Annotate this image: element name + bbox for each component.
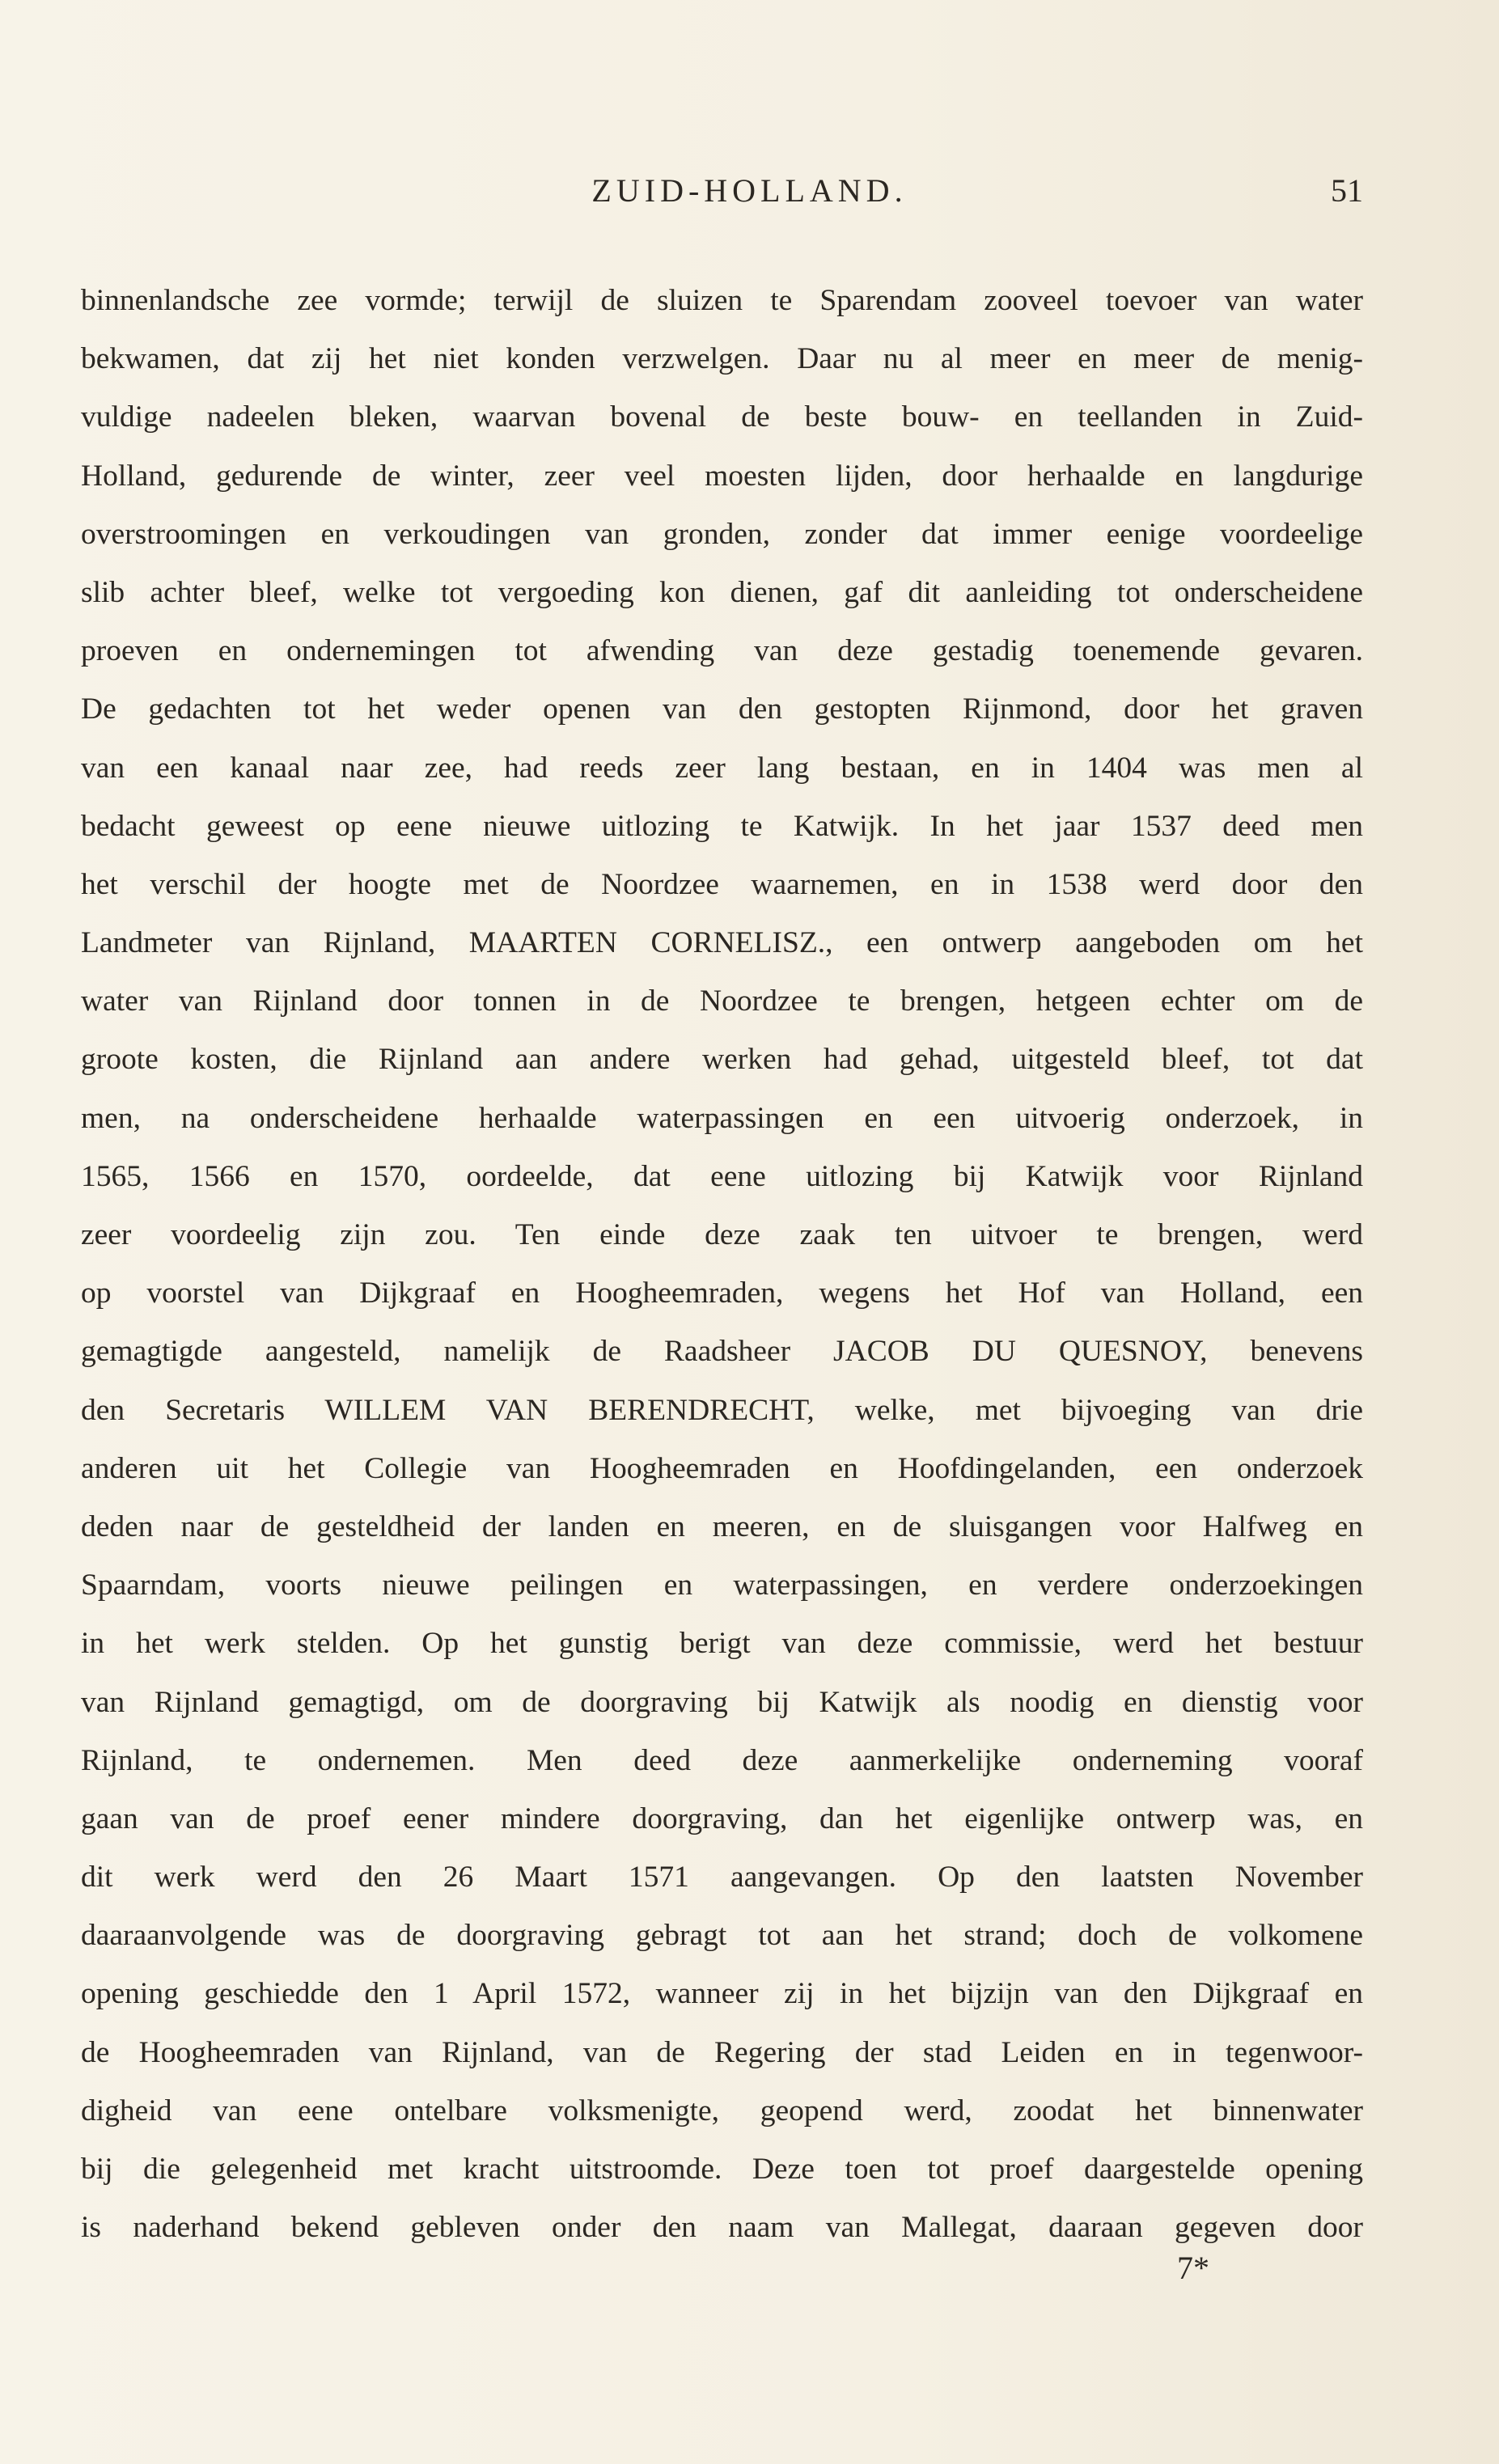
text-line: slib achter bleef, welke tot vergoeding kon dienen, gaf dit aanleiding tot onderscheidene xyxy=(81,575,1363,609)
text-line: overstroomingen en verkoudingen van gronden, zonder dat immer eenige voordeelige xyxy=(81,517,1363,551)
text-line: water van Rijnland door tonnen in de Noordzee te brengen, hetgeen echter om de xyxy=(81,984,1363,1018)
text-line: bedacht geweest op eene nieuwe uitlozing te Katwijk. In het jaar 1537 deed men xyxy=(81,809,1363,843)
text-line: Spaarndam, voorts nieuwe peilingen en waterpassingen, en verdere onderzoekingen xyxy=(81,1569,1363,1602)
text-line: gaan van de proef eener mindere doorgraving, dan het eigenlijke ontwerp was, en xyxy=(81,1801,1363,1835)
text-line: den Secretaris WILLEM VAN BERENDRECHT, welke, met bijvoeging van drie xyxy=(81,1393,1363,1427)
text-line: groote kosten, die Rijnland aan andere werken had gehad, uitgesteld bleef, tot dat xyxy=(81,1043,1363,1077)
text-line: op voorstel van Dijkgraaf en Hoogheemraden, wegens het Hof van Holland, een xyxy=(81,1276,1363,1310)
text-line: daaraanvolgende was de doorgraving gebragt tot aan het strand; doch de volkomene xyxy=(81,1919,1363,1953)
body-text xyxy=(81,272,1363,2257)
text-line: Landmeter van Rijnland, MAARTEN CORNELISZ., een ontwerp aangeboden om het xyxy=(81,926,1363,960)
text-line: gemagtigde aangesteld, namelijk de Raadsheer JACOB DU QUESNOY, benevens xyxy=(81,1335,1363,1369)
text-line: proeven en ondernemingen tot afwending van deze gestadig toenemende gevaren. xyxy=(81,634,1363,668)
text-line: in het werk stelden. Op het gunstig berigt van deze commissie, werd het bestuur xyxy=(81,1627,1363,1661)
text-line: anderen uit het Collegie van Hoogheemraden en Hoofdingelanden, een onderzoek xyxy=(81,1451,1363,1485)
text-line: vuldige nadeelen bleken, waarvan bovenal de beste bouw- en teellanden in Zuid- xyxy=(81,400,1363,434)
text-line: deden naar de gesteldheid der landen en meeren, en de sluisgangen voor Halfweg en xyxy=(81,1509,1363,1543)
text-line: opening geschiedde den 1 April 1572, wanneer zij in het bijzijn van den Dijkgraaf en xyxy=(81,1977,1363,2011)
text-line: binnenlandsche zee vormde; terwijl de sluizen te Sparendam zooveel toevoer van water xyxy=(81,284,1363,317)
page-number: 51 xyxy=(1331,172,1363,209)
text-line: bij die gelegenheid met kracht uitstroomde. Deze toen tot proef daargestelde opening xyxy=(81,2153,1363,2186)
text-line: Rijnland, te ondernemen. Men deed deze aanmerkelijke onderneming vooraf xyxy=(81,1743,1363,1777)
text-line: het verschil der hoogte met de Noordzee waarnemen, en in 1538 werd door den xyxy=(81,867,1363,901)
text-line: van een kanaal naar zee, had reeds zeer lang bestaan, en in 1404 was men al xyxy=(81,751,1363,785)
text-line: digheid van eene ontelbare volksmenigte, geopend werd, zoodat het binnenwater xyxy=(81,2094,1363,2127)
page-header xyxy=(0,171,1499,220)
text-line: zeer voordeelig zijn zou. Ten einde deze zaak ten uitvoer te brengen, werd xyxy=(81,1218,1363,1251)
text-line: men, na onderscheidene herhaalde waterpassingen en een uitvoerig onderzoek, in xyxy=(81,1101,1363,1135)
text-line: 1565, 1566 en 1570, oordeelde, dat eene uitlozing bij Katwijk voor Rijnland xyxy=(81,1159,1363,1193)
text-line: bekwamen, dat zij het niet konden verzwelgen. Daar nu al meer en meer de menig- xyxy=(81,342,1363,376)
text-line: de Hoogheemraden van Rijnland, van de Regering der stad Leiden en in tegenwoor- xyxy=(81,2035,1363,2069)
running-head: ZUID-HOLLAND. xyxy=(591,172,908,209)
text-line: van Rijnland gemagtigd, om de doorgraving bij Katwijk als noodig en dienstig voor xyxy=(81,1685,1363,1719)
text-line: dit werk werd den 26 Maart 1571 aangevangen. Op den laatsten November xyxy=(81,1861,1363,1895)
text-line: is naderhand bekend gebleven onder den naam van Mallegat, daaraan gegeven door xyxy=(81,2211,1363,2245)
signature-mark: 7* xyxy=(1177,2250,1209,2286)
text-line: De gedachten tot het weder openen van den gestopten Rijnmond, door het graven xyxy=(81,692,1363,726)
text-line: Holland, gedurende de winter, zeer veel moesten lijden, door herhaalde en langdurige xyxy=(81,459,1363,493)
